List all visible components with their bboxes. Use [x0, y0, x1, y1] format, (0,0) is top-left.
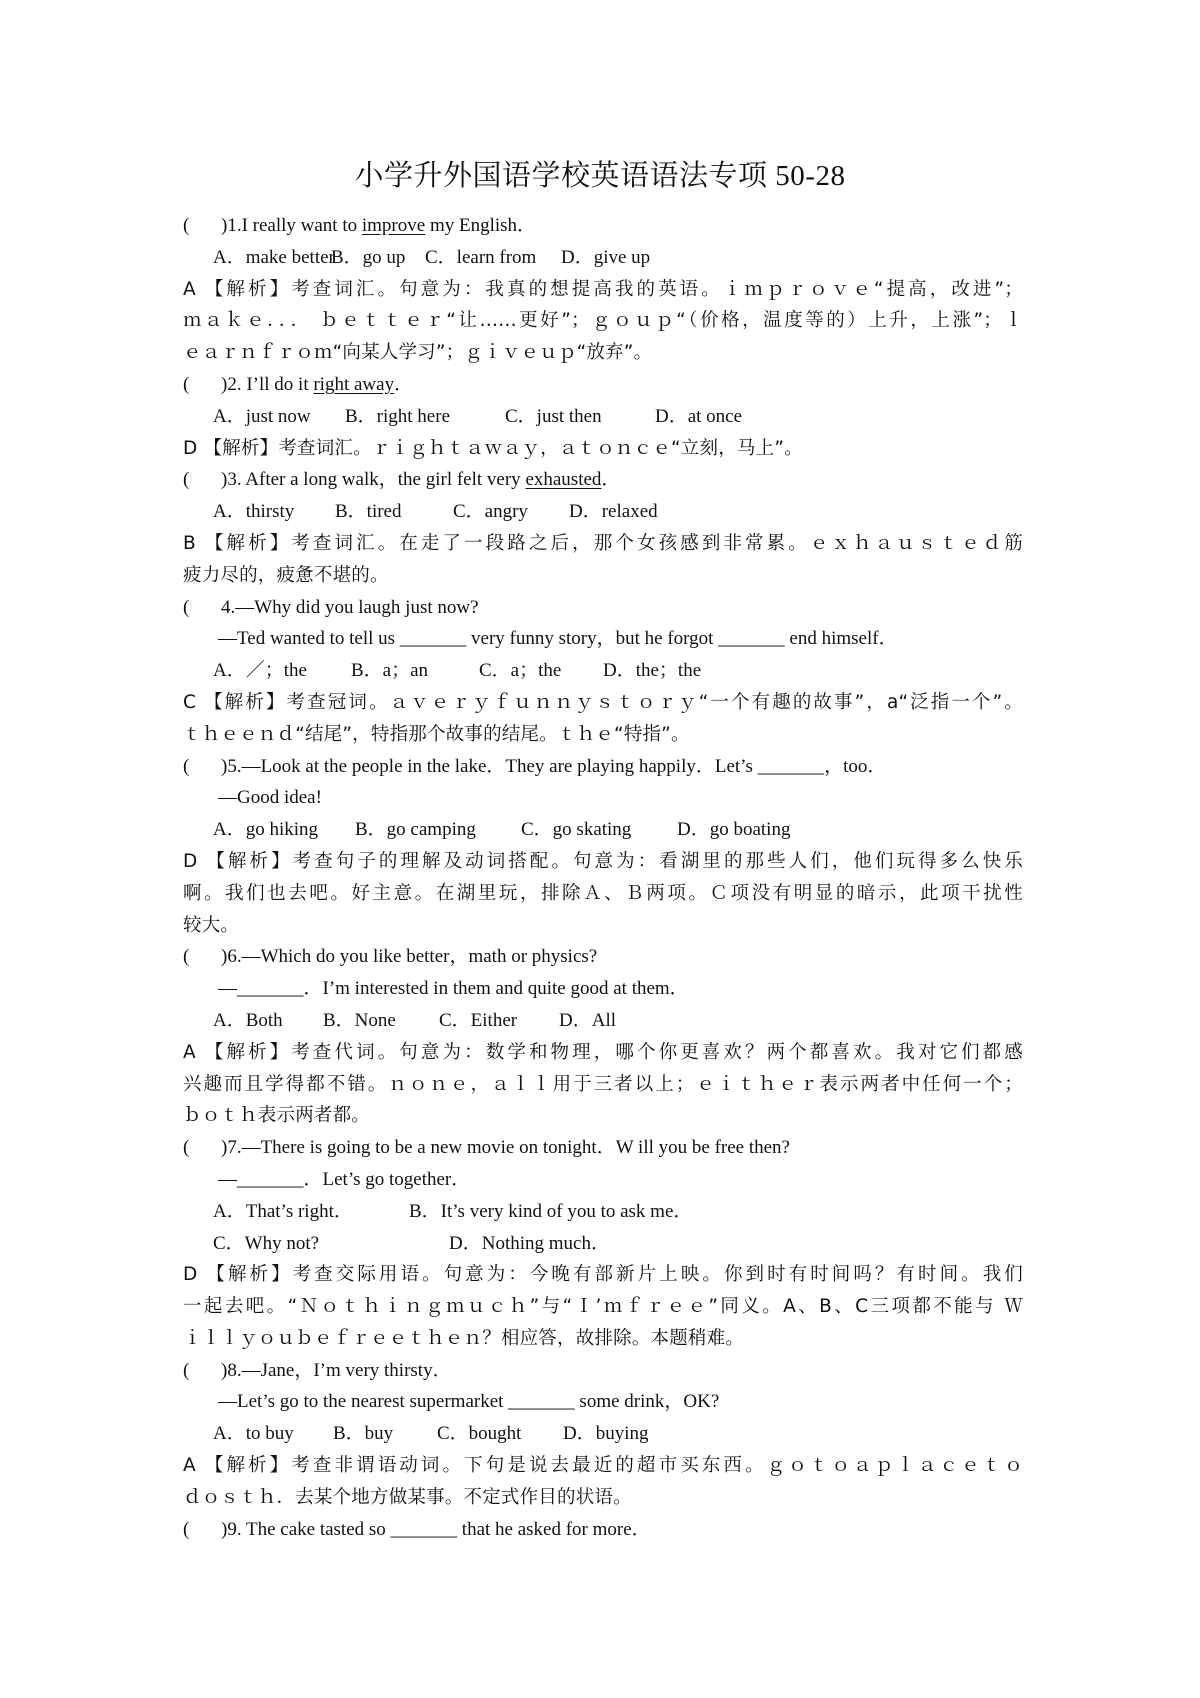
- question-2-stem: ( )2. I’ll do it right away．: [183, 373, 414, 395]
- question-7-options-row-1: [183, 1196, 1023, 1228]
- answer-line: A 【解析】考查非谓语动词。下句是说去最近的超市买东西。ｇｏｔｏａｐｌａｃｅｔｏ: [183, 1455, 1023, 1477]
- option-a: A．to buy: [213, 1423, 294, 1445]
- question-6-line2: —_______．I’m interested in them and quite good at them．: [218, 978, 689, 1000]
- question-5-options: [183, 814, 1023, 846]
- option-c: C．Either: [439, 1009, 518, 1031]
- option-b: B．tired: [335, 501, 402, 523]
- underlined-word: exhausted: [525, 469, 602, 491]
- question-1-options: [183, 242, 1023, 274]
- answer-line: D 【解析】考查句子的理解及动词搭配。句意为：看湖里的那些人们，他们玩得多么快乐: [183, 850, 1023, 872]
- option-a: A．／；the: [213, 660, 307, 682]
- question-list: [183, 210, 1023, 1545]
- question-5-line2: —Good idea!: [218, 787, 322, 809]
- answer-line: C 【解析】考查冠词。ａｖｅｒｙｆｕｎｎｙｓｔｏｒｙ“一个有趣的故事”，a“泛指一个”。: [183, 691, 1023, 713]
- option-a: A．go hiking: [213, 819, 319, 841]
- answer-line: ｄｏｓｔｈ．去某个地方做某事。不定式作目的状语。: [183, 1486, 632, 1508]
- answer-line: A 【解析】考查代词。句意为：数学和物理，哪个你更喜欢？两个都喜欢。我对它们都感: [183, 1041, 1023, 1063]
- answer-line: B 【解析】考查词汇。在走了一段路之后，那个女孩感到非常累。ｅｘｈａｕｓｔｅｄ筋: [183, 532, 1023, 554]
- answer-line: 啊。我们也去吧。好主意。在湖里玩，排除Ａ、Ｂ两项。Ｃ项没有明显的暗示，此项干扰性: [183, 882, 1023, 904]
- option-b: B．buy: [333, 1423, 394, 1445]
- option-a: A．thirsty: [213, 501, 295, 523]
- answer-line: ｍａｋｅ．．． ｂｅｔｔｅｒ“让……更好”；ｇｏｕｐ“（价格，温度等的）上升，上涨”；ｌ: [183, 310, 1023, 332]
- question-2-options: [183, 401, 1023, 433]
- question-4-stem: ( 4.—Why did you laugh just now?: [183, 596, 479, 618]
- question-3-stem: ( )3. After a long walk，the girl felt very exhausted．: [183, 469, 621, 491]
- option-b: B．a；an: [351, 660, 429, 682]
- option-d: D．Nothing much．: [449, 1232, 610, 1254]
- question-9-stem: ( )9. The cake tasted so _______ that he asked for more．: [183, 1518, 651, 1540]
- underlined-word: improve: [361, 215, 426, 236]
- option-d: D．relaxed: [569, 501, 658, 523]
- option-c: C．a；the: [479, 660, 562, 682]
- option-d: D．the；the: [603, 660, 702, 682]
- option-b: B．go up: [331, 246, 406, 268]
- answer-line: 疲力尽的，疲惫不堪的。: [183, 564, 389, 586]
- option-d: D．All: [559, 1009, 617, 1031]
- answer-line: 较大。: [183, 914, 240, 936]
- option-a: A．Both: [213, 1009, 283, 1031]
- option-b: B．go camping: [355, 819, 476, 841]
- question-5-stem: ( )5.—Look at the people in the lake．They are playing happily．Let’s _______，too．: [183, 755, 887, 777]
- underlined-word: right away: [313, 373, 395, 395]
- option-c: C．Why not?: [213, 1232, 320, 1254]
- answer-line: 一起去吧。“Ｎｏｔｈｉｎｇｍｕｃｈ”与“Ｉ’ｍｆｒｅｅ”同义。A、B、C三项都不能与 Ｗ: [183, 1296, 1023, 1318]
- option-d: D．buying: [563, 1423, 649, 1445]
- question-1-stem: ( )1.I really want to improve my English．: [183, 210, 1023, 242]
- question-7-options-row-2: [183, 1228, 1023, 1260]
- answer-line: ｔｈｅｅｎｄ“结尾”，特指那个故事的结尾。ｔｈｅ“特指”。: [183, 723, 690, 745]
- option-a: A．That’s right．: [213, 1200, 353, 1222]
- answer-line: D 【解析】考查交际用语。句意为：今晚有部新片上映。你到时有时间吗？有时间。我们: [183, 1264, 1023, 1286]
- option-b: B．right here: [345, 405, 451, 427]
- option-a: A．make better: [213, 246, 335, 268]
- option-c: C．bought: [437, 1423, 522, 1445]
- option-c: C．go skating: [521, 819, 632, 841]
- answer-line: ｉｌｌｙｏｕｂｅｆｒｅｅｔｈｅｎ？相应答，故排除。本题稍难。: [183, 1327, 745, 1349]
- option-b: B．It’s very kind of you to ask me．: [409, 1200, 693, 1222]
- answer-line: A 【解析】考查词汇。句意为：我真的想提高我的英语。ｉｍｐｒｏｖｅ“提高，改进”；: [183, 278, 1023, 300]
- option-c: C．angry: [453, 501, 528, 523]
- option-d: D．go boating: [677, 819, 791, 841]
- option-c: C．learn from: [425, 246, 537, 268]
- option-d: D．give up: [561, 246, 651, 268]
- answer-line: ｂｏｔｈ表示两者都。: [183, 1105, 371, 1127]
- answer-line: D 【解析】考查词汇。ｒｉｇｈｔａｗａｙ，ａｔｏｎｃｅ“立刻，马上”。: [183, 437, 803, 459]
- option-a: A．just now: [213, 405, 311, 427]
- question-8-line2: —Let’s go to the nearest supermarket _______ some drink，OK?: [218, 1391, 720, 1413]
- question-8-stem: ( )8.—Jane，I’m very thirsty．: [183, 1359, 452, 1381]
- question-4-options: [183, 655, 1023, 687]
- answer-line: ｅａｒｎｆｒｏｍ“向某人学习”；ｇｉｖｅｕｐ“放弃”。: [183, 342, 653, 364]
- answer-line: 兴趣而且学得都不错。ｎｏｎｅ，ａｌｌ用于三者以上；ｅｉｔｈｅｒ表示两者中任何一个；: [183, 1073, 1023, 1095]
- option-b: B．None: [323, 1009, 396, 1031]
- page-title: 小学升外国语学校英语语法专项 50-28: [354, 160, 846, 192]
- question-6-stem: ( )6.—Which do you like better，math or physics?: [183, 946, 598, 968]
- question-6-options: [183, 1005, 1023, 1037]
- question-3-options: [183, 496, 1023, 528]
- option-d: D．at once: [655, 405, 743, 427]
- option-c: C．just then: [505, 405, 602, 427]
- answer-paren: (: [183, 215, 190, 236]
- question-7-stem: ( )7.—There is going to be a new movie on tonight．W ill you be free then?: [183, 1137, 790, 1159]
- question-8-options: [183, 1418, 1023, 1450]
- question-4-line2: —Ted wanted to tell us _______ very funny story，but he forgot _______ end himself．: [218, 628, 898, 650]
- question-7-line2: —_______．Let’s go together．: [218, 1168, 471, 1190]
